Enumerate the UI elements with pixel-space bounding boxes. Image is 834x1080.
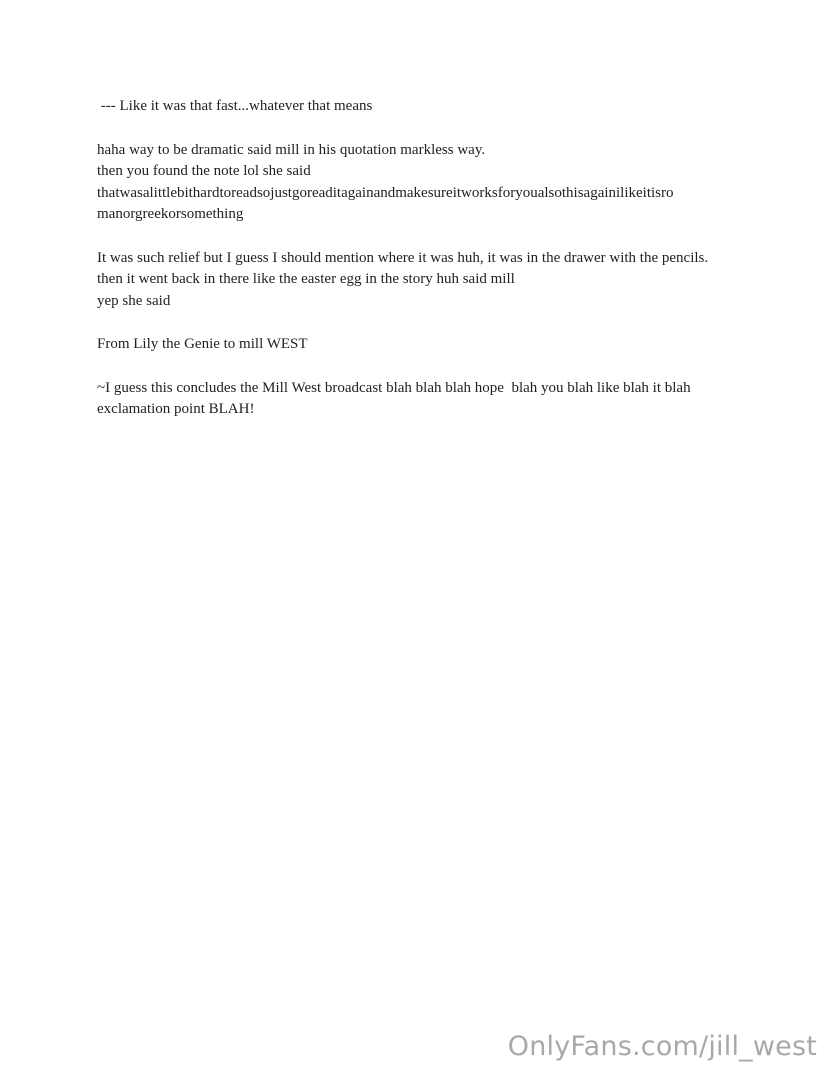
text-line-run-on-b: manorgreekorsomething: [97, 206, 244, 222]
paragraph-gap: [97, 118, 737, 140]
text-line-relief: It was such relief but I guess I should mention where it was huh, it was in the drawer with the pencils.: [97, 249, 709, 266]
text-line-found-note: then you found the note lol she said: [97, 163, 311, 179]
document-body: [97, 96, 737, 421]
text-line-dramatic: haha way to be dramatic said mill in his quotation markless way.: [97, 141, 486, 158]
text-line-yep: yep she said: [97, 292, 171, 309]
text-line-run-on-a: thatwasalittlebithardtoreadsojustgoreaditagainandmakesureitworksforyoualsothisagainilikeitisro: [97, 184, 674, 201]
text-line-signature: From Lily the Genie to mill WEST: [97, 336, 308, 352]
text-line-opening: --- Like it was that fast...whatever that means: [97, 98, 373, 114]
paragraph-gap: [97, 226, 737, 248]
watermark: OnlyFans.com/jill_west: [507, 1031, 817, 1062]
paragraph-gap: [97, 356, 737, 378]
text-line-closing: ~I guess this concludes the Mill West broadcast blah blah blah hope blah you blah like blah it blah exclamation point BLAH!: [97, 379, 695, 417]
text-line-easter-egg: then it went back in there like the easter egg in the story huh said mill: [97, 271, 515, 287]
paragraph-gap: [97, 312, 737, 334]
